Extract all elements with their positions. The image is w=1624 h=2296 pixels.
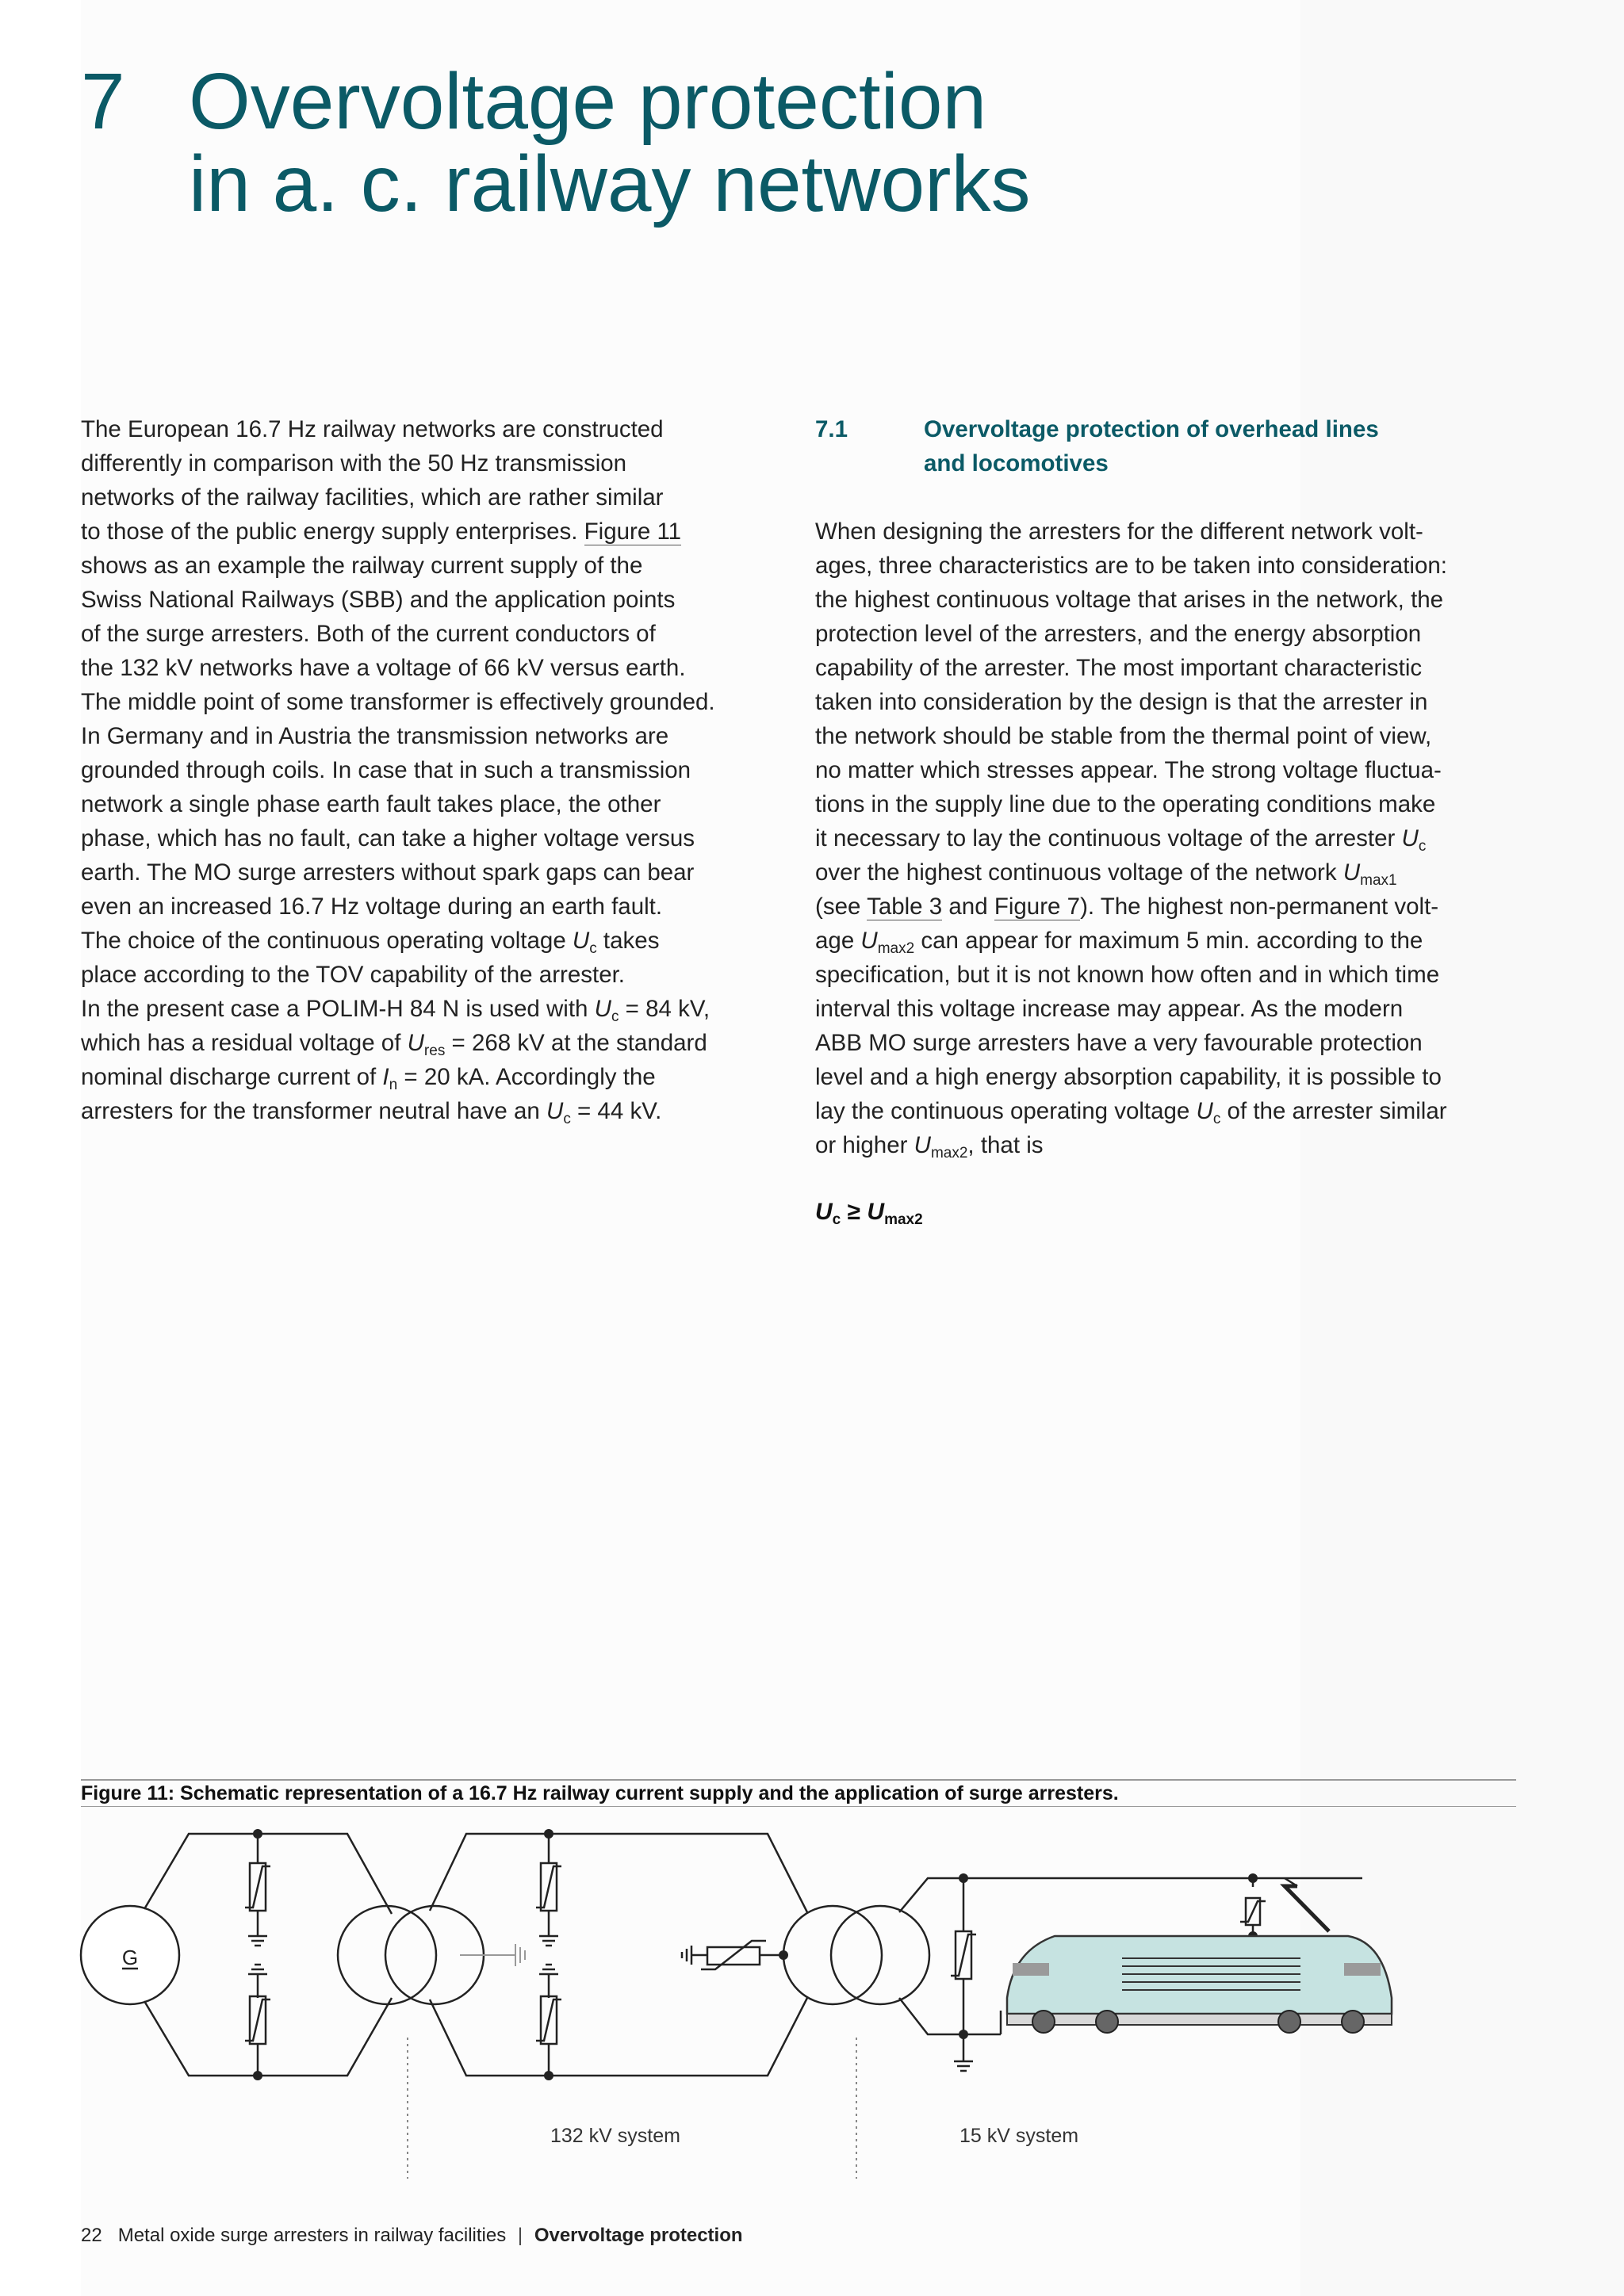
text-fragment: arresters for the transformer neutral have an (81, 1098, 546, 1124)
page-footer (81, 2225, 743, 2247)
subscript-c: c (1212, 1111, 1221, 1127)
symbol-u: U (815, 1199, 833, 1225)
text-fragment: over the highest continuous voltage of the network (815, 859, 1343, 886)
surge-arrester-icon (245, 1863, 270, 1911)
text-line: network a single phase earth fault takes place, the other (81, 791, 661, 817)
text-fragment: = 84 kV, (619, 996, 710, 1022)
symbol-u: U (407, 1030, 424, 1056)
text-line: tions in the supply line due to the operating conditions make (815, 791, 1436, 817)
text-line: Swiss National Railways (SBB) and the application points (81, 587, 676, 613)
text-line: the highest continuous voltage that arises in the network, the (815, 587, 1444, 613)
text-fragment: = 44 kV. (570, 1098, 662, 1124)
subscript-max2: max2 (884, 1211, 923, 1228)
ground-icon (248, 1965, 267, 1974)
symbol-u: U (546, 1098, 564, 1124)
subscript-c: c (611, 1008, 619, 1025)
text-line (815, 1094, 1529, 1128)
chapter-title-line-2: in a. c. railway networks (189, 140, 1031, 228)
text-fragment: ). The highest non-permanent volt- (1080, 894, 1439, 920)
generator-label: G (121, 1946, 139, 1969)
text-fragment: lay the continuous operating voltage (815, 1098, 1197, 1124)
text-line: capability of the arrester. The most important characteristic (815, 655, 1423, 681)
text-fragment: to those of the public energy supply enterprises. (81, 519, 584, 545)
symbol-u: U (1342, 859, 1361, 886)
text-line (815, 821, 1529, 855)
railway-supply-diagram (0, 1808, 1624, 2188)
subscript-max2: max2 (930, 1145, 968, 1161)
symbol-u: U (860, 928, 878, 954)
section-title-line-1: Overvoltage protection of overhead lines (924, 416, 1379, 442)
figure-7-link[interactable]: Figure 7 (994, 894, 1081, 920)
generator-symbol (81, 1906, 179, 2004)
system-15kv-label: 15 kV system (959, 2125, 1079, 2147)
subscript-c: c (589, 940, 597, 957)
text-fragment: , that is (967, 1132, 1044, 1158)
transformer-2-symbol (783, 1906, 929, 2004)
text-line: phase, which has no fault, can take a higher voltage versus (81, 825, 695, 851)
text-fragment: can appear for maximum 5 min. according to the (914, 928, 1423, 954)
operator-ge: ≥ (841, 1199, 868, 1225)
system-132kv-label: 132 kV system (550, 2125, 680, 2147)
text-line: In Germany and in Austria the transmission networks are (81, 723, 669, 749)
surge-arrester-icon (536, 1863, 561, 1911)
text-line (81, 1060, 795, 1094)
chapter-title-line-1: Overvoltage protection (189, 57, 987, 146)
footer-doc-title: Metal oxide surge arresters in railway facilities (117, 2225, 507, 2246)
text-line: ABB MO surge arresters have a very favourable protection (815, 1030, 1423, 1056)
text-fragment: = 20 kA. Accordingly the (397, 1064, 656, 1090)
text-fragment: (see (815, 894, 868, 920)
figure-caption: Figure 11: Schematic representation of a 16.7 Hz railway current supply and the application of surge arresters. (81, 1782, 1119, 1804)
subscript-c: c (563, 1111, 571, 1127)
subscript-c: c (832, 1211, 841, 1228)
section-number: 7.1 (815, 416, 848, 442)
text-line (815, 855, 1529, 890)
locomotive-illustration (1007, 1936, 1392, 2033)
ground-icon (954, 2061, 973, 2071)
symbol-u: U (914, 1132, 931, 1158)
text-line: ages, three characteristics are to be taken into consideration: (815, 553, 1447, 579)
text-line: place according to the TOV capability of the arrester. (81, 962, 625, 988)
text-fragment: and (942, 894, 994, 920)
text-fragment: or higher (815, 1132, 914, 1158)
table-3-link[interactable]: Table 3 (867, 894, 943, 920)
subscript-max2: max2 (877, 940, 915, 957)
text-fragment: The choice of the continuous operating voltage (81, 928, 573, 954)
text-line: The European 16.7 Hz railway networks are constructed (81, 416, 664, 442)
symbol-i: I (382, 1064, 389, 1090)
text-line: grounded through coils. In case that in such a transmission (81, 757, 691, 783)
text-line: networks of the railway facilities, which are rather similar (81, 484, 664, 511)
section-title-line-2: and locomotives (924, 450, 1109, 476)
symbol-u: U (867, 1199, 885, 1225)
text-fragment: = 268 kV at the standard (445, 1030, 707, 1056)
text-line: taken into consideration by the design is that the arrester in (815, 689, 1428, 715)
surge-arrester-icon (536, 1996, 561, 2044)
text-line: of the surge arresters. Both of the current conductors of (81, 621, 656, 647)
text-line (815, 1128, 1529, 1162)
text-fragment: of the arrester similar (1220, 1098, 1447, 1124)
page-number: 22 (81, 2225, 102, 2246)
surge-arrester-icon (245, 1996, 270, 2044)
text-fragment: it necessary to lay the continuous voltage of the arrester (815, 825, 1402, 851)
text-line: When designing the arresters for the different network volt- (815, 519, 1423, 545)
left-column-text (81, 412, 795, 1128)
text-line: specification, but it is not known how often and in which time (815, 962, 1440, 988)
ground-icon (539, 1965, 558, 1974)
text-line: level and a high energy absorption capability, it is possible to (815, 1064, 1442, 1090)
text-line (81, 924, 795, 958)
text-fragment: age (815, 928, 861, 954)
neutral-arrester-group (682, 1941, 783, 1969)
symbol-u: U (1196, 1098, 1213, 1124)
text-line: interval this voltage increase may appear. As the modern (815, 996, 1404, 1022)
text-line: The middle point of some transformer is effectively grounded. (81, 689, 715, 715)
schematic-svg (0, 1808, 1624, 2188)
ground-icon (539, 1936, 558, 1946)
footer-separator: | (517, 2225, 523, 2246)
figure-caption-rule (81, 1806, 1516, 1807)
chapter-number: 7 (81, 57, 125, 146)
subscript-n: n (389, 1077, 398, 1093)
chapter-title (189, 57, 1031, 228)
text-fragment: nominal discharge current of (81, 1064, 383, 1090)
section-title (924, 412, 1479, 480)
symbol-u: U (594, 996, 611, 1022)
text-line: earth. The MO surge arresters without spark gaps can bear (81, 859, 695, 886)
transformer-neutral-ground (460, 1944, 525, 1966)
symbol-u: U (1401, 825, 1419, 851)
text-line (81, 1094, 795, 1128)
locomotive-arrester-group (1240, 1878, 1329, 1936)
text-line (81, 1026, 795, 1060)
text-line: shows as an example the railway current supply of the (81, 553, 643, 579)
footer-section-name: Overvoltage protection (534, 2225, 743, 2246)
subscript-res: res (423, 1043, 446, 1059)
text-line (81, 992, 795, 1026)
subscript-c: c (1418, 838, 1427, 855)
subscript-max1: max1 (1360, 872, 1397, 889)
text-line: differently in comparison with the 50 Hz transmission (81, 450, 627, 476)
generator-network (144, 1834, 392, 2076)
symbol-u: U (572, 928, 590, 954)
text-fragment: takes (596, 928, 660, 954)
right-column-text (815, 515, 1529, 1162)
text-line: no matter which stresses appear. The strong voltage fluctua- (815, 757, 1442, 783)
text-line (815, 890, 1529, 924)
surge-arrester-icon (951, 1931, 976, 1979)
text-fragment: In the present case a POLIM-H 84 N is used with (81, 996, 595, 1022)
text-line: protection level of the arresters, and the energy absorption (815, 621, 1422, 647)
text-line: the 132 kV networks have a voltage of 66 kV versus earth. (81, 655, 686, 681)
ground-icon (248, 1936, 267, 1946)
text-line (81, 515, 795, 549)
text-line: even an increased 16.7 Hz voltage during an earth fault. (81, 894, 663, 920)
text-fragment: which has a residual voltage of (81, 1030, 408, 1056)
text-line: the network should be stable from the thermal point of view, (815, 723, 1432, 749)
text-line (815, 924, 1529, 958)
figure-11-link[interactable]: Figure 11 (584, 519, 682, 545)
formula-uc-ge-umax2 (815, 1199, 923, 1229)
